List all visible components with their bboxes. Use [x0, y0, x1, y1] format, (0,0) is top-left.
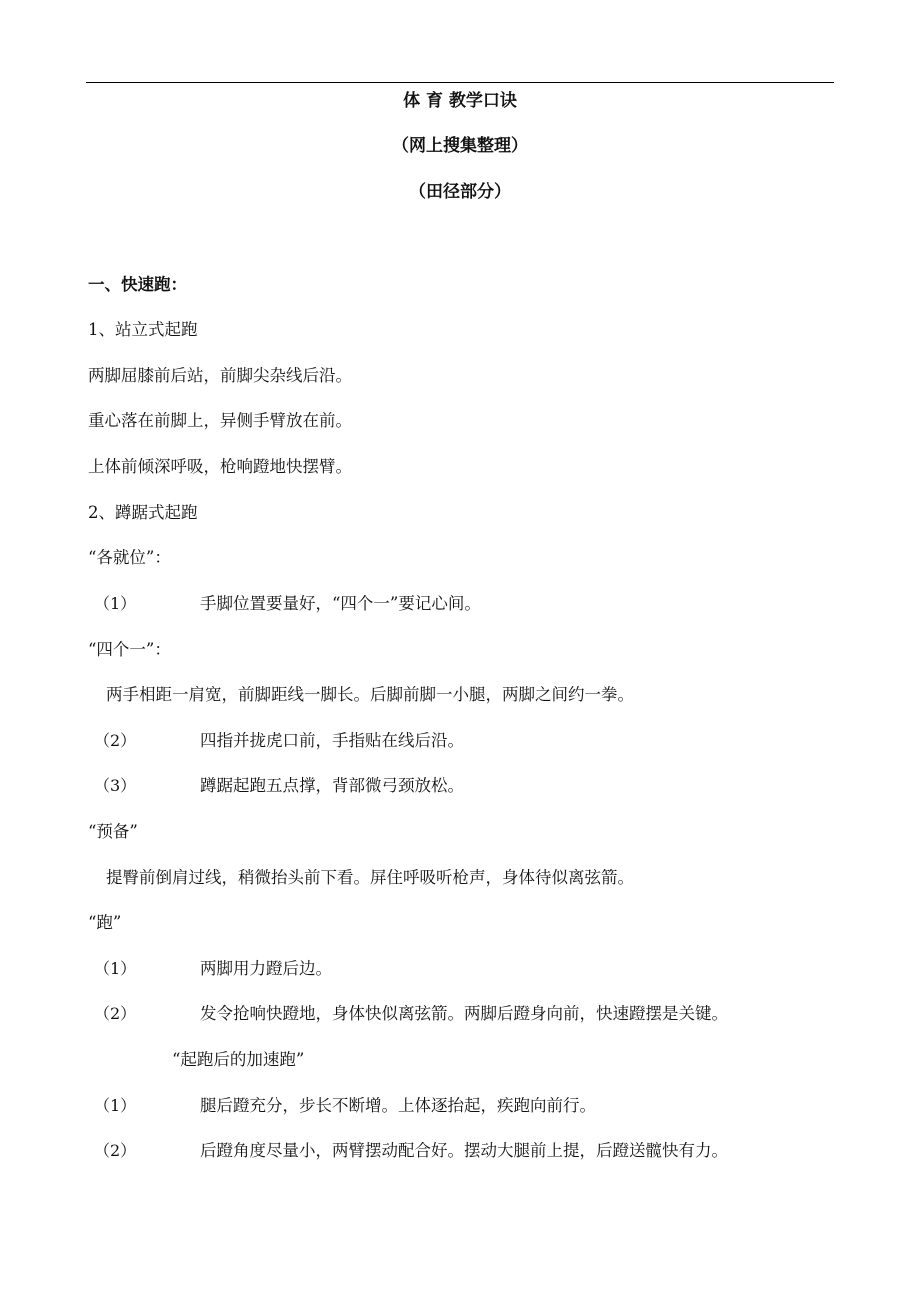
go-item-1: 两脚用力蹬后边。 — [200, 959, 332, 978]
acceleration-item-1: 腿后蹬充分，步长不断增。上体逐抬起，疾跑向前行。 — [200, 1096, 596, 1115]
set-text: 提臀前倒肩过线，稍微抬头前下看。屏住呼吸听枪声，身体待似离弦箭。 — [106, 868, 634, 887]
item-number: （1） — [94, 959, 137, 978]
four-ones-text: 两手相距一肩宽，前脚距线一脚长。后脚前脚一小腿，两脚之间约一拳。 — [106, 685, 634, 704]
header-rule — [86, 82, 834, 83]
go-label: “跑” — [88, 913, 122, 932]
item-number: （2） — [94, 731, 137, 750]
standing-start-line-3: 上体前倾深呼吸，枪响蹬地快摆臂。 — [88, 457, 352, 476]
item-number: （1） — [94, 1096, 137, 1115]
standing-start-line-1: 两脚屈膝前后站，前脚尖杂线后沿。 — [88, 366, 352, 385]
document-subtitle-category: （田径部分） — [409, 182, 511, 202]
on-your-marks-label: “各就位”： — [88, 548, 171, 567]
document-title: 体 育 教学口诀 — [403, 91, 517, 111]
acceleration-label: “起跑后的加速跑” — [172, 1050, 305, 1069]
standing-start-line-2: 重心落在前脚上，异侧手臂放在前。 — [88, 411, 352, 430]
item-number: （1） — [94, 594, 137, 613]
on-your-marks-item-1: 手脚位置要量好，“四个一”要记心间。 — [200, 594, 481, 613]
set-label: “预备” — [88, 822, 138, 841]
subsection-title-standing-start: 1、站立式起跑 — [88, 320, 198, 339]
on-your-marks-item-2: 四指并拢虎口前，手指贴在线后沿。 — [200, 731, 464, 750]
four-ones-label: “四个一”： — [88, 640, 171, 659]
document-subtitle-source: （网上搜集整理） — [392, 136, 528, 156]
item-number: （2） — [94, 1141, 137, 1160]
on-your-marks-item-3: 蹲踞起跑五点撑，背部微弓颈放松。 — [200, 776, 464, 795]
item-number: （3） — [94, 776, 137, 795]
section-heading: 一、快速跑： — [88, 275, 187, 294]
acceleration-item-2: 后蹬角度尽量小，两臂摆动配合好。摆动大腿前上提，后蹬送髋快有力。 — [200, 1141, 728, 1160]
item-number: （2） — [94, 1004, 137, 1023]
subsection-title-crouch-start: 2、蹲踞式起跑 — [88, 503, 198, 522]
go-item-2: 发令抢响快蹬地，身体快似离弦箭。两脚后蹬身向前，快速蹬摆是关键。 — [200, 1004, 728, 1023]
